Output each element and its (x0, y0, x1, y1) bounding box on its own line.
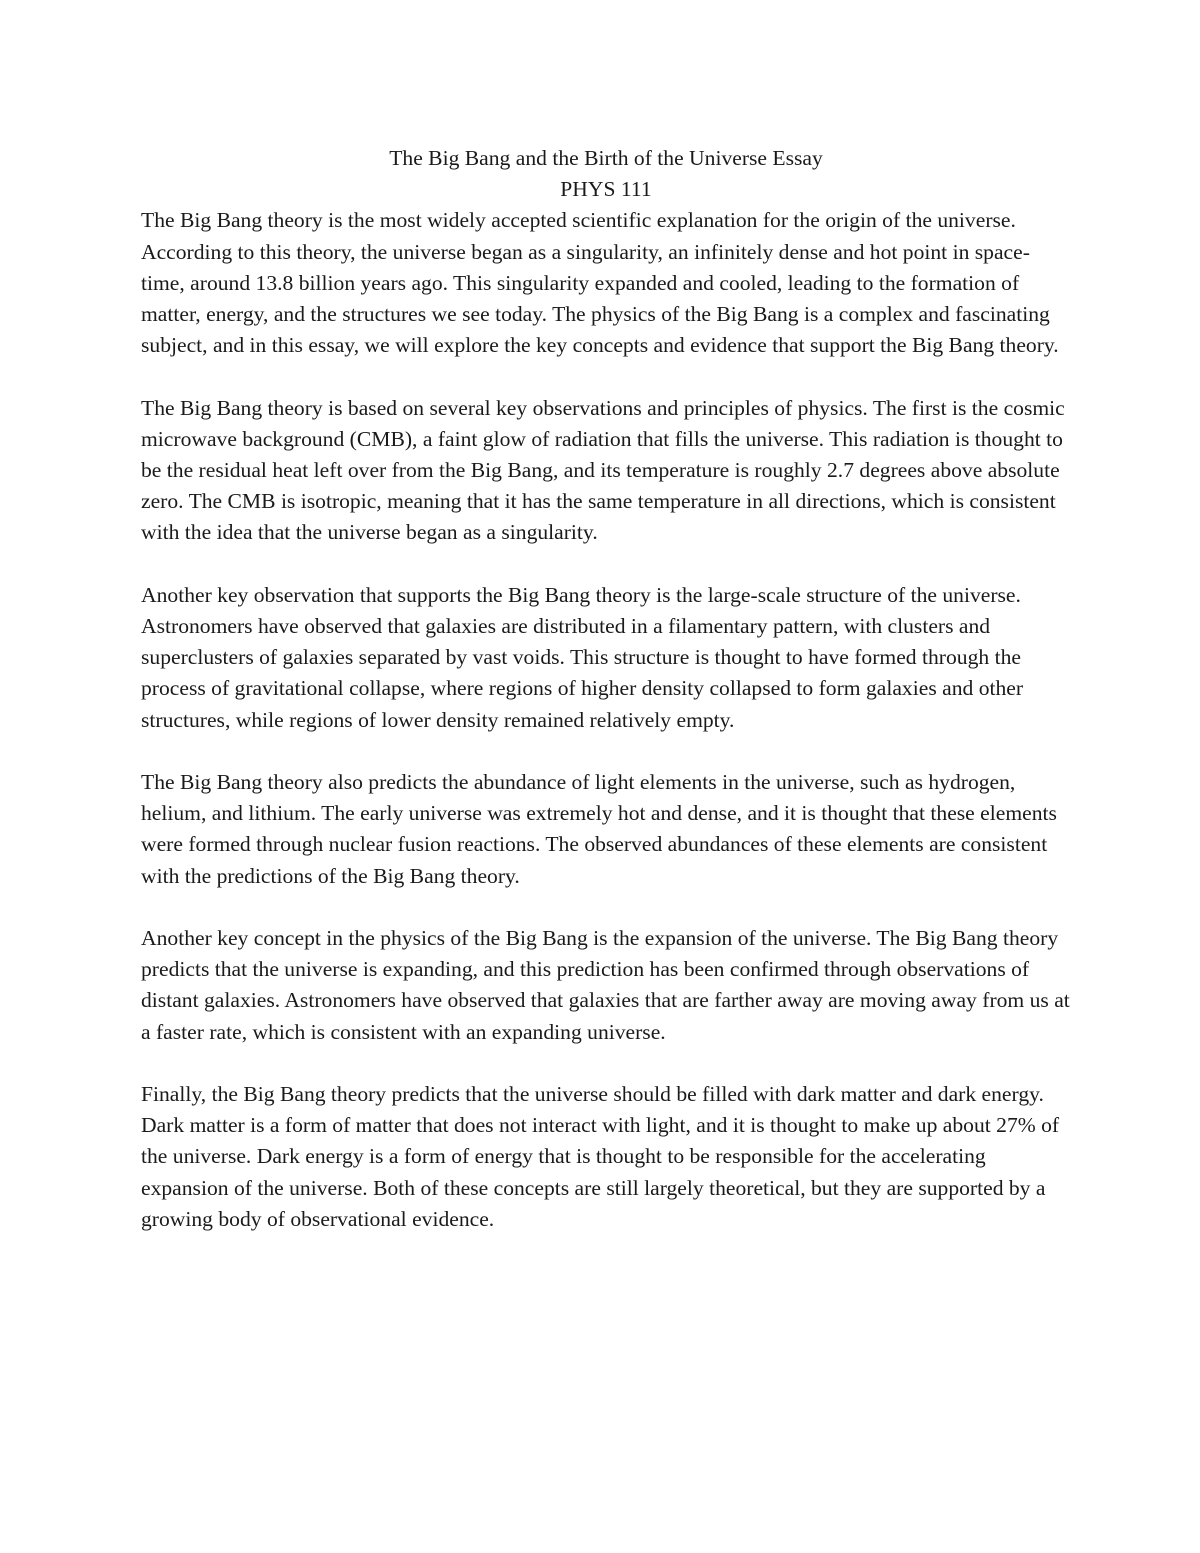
essay-title: The Big Bang and the Birth of the Universe Essay (389, 146, 823, 170)
paragraph: Finally, the Big Bang theory predicts that the universe should be filled with dark matter and dark energy. Dark matter is a form of matter that does not interact with light, and it is thought to make up about 27% of the universe. Dark energy is a form of energy that is thought to be responsible for the accelerating expansion of the universe. Both of these concepts are still largely theoretical, but they are supported by a growing body of observational evidence. (141, 1082, 1060, 1231)
paragraph: The Big Bang theory also predicts the abundance of light elements in the universe, such as hydrogen, helium, and lithium. The early universe was extremely hot and dense, and it is thought that these elements were formed through nuclear fusion reactions. The observed abundances of these elements are consistent with the predictions of the Big Bang theory. (141, 770, 1057, 888)
course-code: PHYS 111 (560, 177, 652, 202)
paragraph: The Big Bang theory is based on several key observations and principles of physics. The first is the cosmic microwave background (CMB), a faint glow of radiation that fills the universe. This radiation is thought to be the residual heat left over from the Big Bang, and its temperature is roughly 2.7 degrees above absolute zero. The CMB is isotropic, meaning that it has the same temperature in all directions, which is consistent with the idea that the universe began as a singularity. (141, 395, 1065, 545)
paragraph: Another key observation that supports the Big Bang theory is the large-scale structure of the universe. Astronomers have observed that galaxies are distributed in a filamentary pattern, with clusters and superclusters of galaxies separated by vast voids. This structure is thought to have formed through the process of gravitational collapse, where regions of higher density collapsed to form galaxies and other structures, while regions of lower density remained relatively empty. (141, 582, 1024, 732)
paragraph: Another key concept in the physics of the Big Bang is the expansion of the universe. The Big Bang theory predicts that the universe is expanding, and this prediction has been confirmed through observations of distant galaxies. Astronomers have observed that galaxies that are farther away are moving away from us at a faster rate, which is consistent with an expanding universe. (141, 926, 1070, 1044)
paragraph: The Big Bang theory is the most widely accepted scientific explanation for the origin of the universe. According to this theory, the universe began as a singularity, an infinitely dense and hot point in space-time, around 13.8 billion years ago. This singularity expanded and cooled, leading to the formation of matter, energy, and the structures we see today. The physics of the Big Bang is a complex and fascinating subject, and in this essay, we will explore the key concepts and evidence that support the Big Bang theory. (141, 208, 1059, 358)
document-body (141, 143, 1071, 1266)
